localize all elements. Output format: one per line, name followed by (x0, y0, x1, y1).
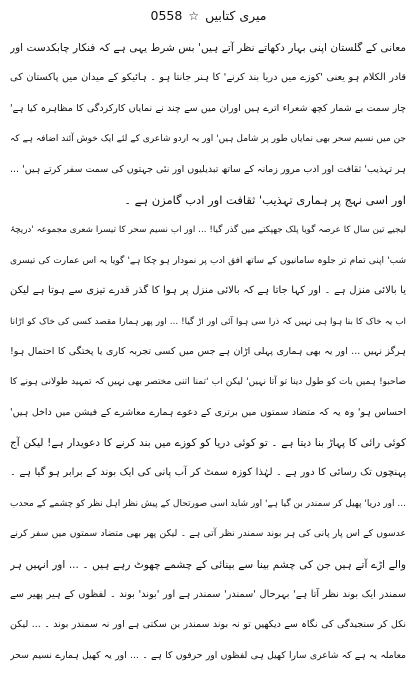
text-line: احساس ہو' وہ یہ کہ متضاد سمتوں میں برتری کے دعوے ہمارے معاشرے کے فیشن میں داخل ہیں' (10, 406, 406, 418)
text-line: جن میں نسیم سحر بھی نمایاں طور پر شامل ہیں' اور یہ اردو شاعری کے لئے ایک خوش آئند اضافہ ہے کہ (10, 134, 406, 145)
text-line: صاحبو! ہمیں بات کو طول دینا تو آتا نہیں' لیکن اب 'تمنا اتنی مختصر بھی نہیں کہ تمہید طولانی ہونے کا (10, 377, 406, 388)
text-line: ہر تہذیب' ثقافت اور ادب مرور زمانہ کے ساتھ تبدیلیوں اور نئی جہتوں کی سمت سفر کرتے ہیں' ... (10, 163, 406, 175)
text-line: ... اور دریا' پھیل کر سمندر بن گیا ہے' اور شاید اسی صورتحال کے پیش نظر اہل نظر کو چشمے کے محدب (10, 498, 406, 509)
page-number: 0558 (150, 8, 183, 23)
text-line: پہنچوں تک رسائی کا دور ہے ۔ لہٰذا کوزہ سمٹ کر آب پانی کی ایک بوند کے برابر ہو گیا ہے ۔ (10, 467, 406, 479)
text-line: معاملہ یہ ہے کہ شاعری سارا کھیل ہی لفظوں اور حرفوں کا ہے ۔ ... اور یہ کھیل ہمارے نسیم سحر (10, 649, 406, 661)
text-line: عدسوں کے اس پار پانی کی ہر بوند سمندر نظر آتی ہے ۔ لیکن پھر بھی متضاد سمتوں میں سفر کرنے (10, 528, 406, 540)
text-line: نکل کر سنجیدگی کی نگاہ سے دیکھیں تو نہ بوند سمندر بن سکتی ہے اور نہ سمندر بوند ۔ ... لیکن (10, 619, 406, 631)
text-line: شب' اپنی تمام تر جلوہ سامانیوں کے ساتھ افق ادب پر نمودار ہو چکا ہے' گویا یہ اس عمارت کی تیسری (10, 255, 406, 266)
text-line: چار سمت بے شمار کچھ شعراء اترے ہیں اوران میں سے چند نے نمایاں کارکردگی کا مظاہرہ کیا ہے' (10, 102, 406, 114)
text-line: اور اسی نہج پر ہماری تہذیب' ثقافت اور ادب گامزن ہے ۔ (124, 192, 406, 207)
text-line: قادر الکلام ہو یعنی 'کوزے میں دریا بند کرنے' کا ہنر جانتا ہو ۔ ہائیکو کے میدان میں پاکستان کی (10, 72, 406, 84)
book-title: میری کتابیں (205, 8, 267, 23)
text-line: والے اڑے آتے ہیں جن کی چشم بینا سے بینائی کے چشمے چھوٹ رہے ہیں ۔ ... اور انہیں ہر (10, 558, 406, 571)
text-line: یا بالائی منزل ہے ۔ اور کہا جاتا ہے کہ بالائی منزل پر ہوا کا گذر قدرے تیزی سے ہوتا ہے لیکن (10, 285, 406, 297)
star-icon: ☆ (188, 9, 200, 23)
text-line: لیجیے تین سال کا عرصہ گویا پلک جھپکتے میں گذر گیا! ... اور اب نسیم سحر کا تیسرا شعری مجموعہ 'دریچۂ (10, 225, 406, 236)
text-line: ہرگز نہیں ... اور یہ بھی ہماری پہلی اڑان ہے جس میں کسی تجربہ کاری یا پختگی کا احتمال ہو! (10, 345, 406, 357)
text-line: کوئی رائی کا پہاڑ بنا دیتا ہے ۔ تو کوئی دریا کو کوزے میں بند کرنے کا دعویدار ہے! لیکن آج (10, 437, 406, 450)
text-line: سمندر ایک بوند نظر آتا ہے' بہرحال 'سمندر' سمندر ہے اور 'بوند' بوند ۔ لفظوں کے ہیر پھیر سے (10, 589, 406, 601)
page-header (0, 6, 417, 26)
text-line: اب یہ خاک کا بنا ہوا ہی نہیں کہ ذرا سی ہوا آئی اور اڑ گیا! ... اور پھر ہمارا مقصد کسی کی خاک کو اڑانا (10, 316, 406, 327)
body-text (10, 33, 406, 671)
text-line: معانی کے گلستان اپنی بہار دکھاتے نظر آتے ہیں' بس شرط یہی ہے کہ فنکار چابکدست اور (10, 42, 406, 54)
